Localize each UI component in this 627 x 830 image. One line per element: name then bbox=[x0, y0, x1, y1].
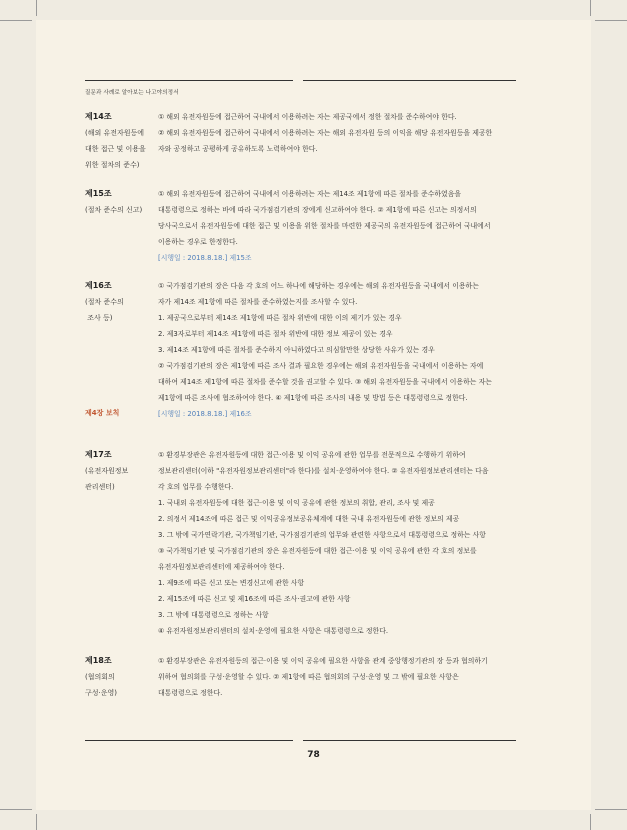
article-caption: 관리센터) bbox=[85, 483, 115, 491]
crop-mark bbox=[590, 0, 591, 16]
article-line: ② 해외 유전자원등에 접근하여 국내에서 이용하려는 자는 해외 유전자원 등의 이익을 해당 유전자원등을 제공한 bbox=[158, 129, 493, 137]
article-line: 1. 국내외 유전자원등에 대한 접근·이용 및 이익 공유에 관한 정보의 취합, 관리, 조사 및 제공 bbox=[158, 499, 435, 507]
running-header: 질문과 사례로 알아보는 나고야의정서 bbox=[85, 90, 179, 96]
article-line: 당사국으로서 유전자원등에 대한 접근 및 이용을 위한 절차를 마련한 제공국의 유전자원등에 접근하여 국내에서 bbox=[158, 222, 491, 230]
crop-mark bbox=[0, 20, 32, 21]
article-number: 제18조 bbox=[85, 656, 112, 665]
enforcement-date: [시행일 : 2018.8.18.] 제16조 bbox=[158, 410, 252, 418]
article-line: 대통령령으로 정하는 바에 따라 국가점검기관의 장에게 신고하여야 한다. ② 제1항에 따른 신고는 의정서의 bbox=[158, 206, 477, 214]
article-line: 위하여 협의회를 구성·운영할 수 있다. ② 제1항에 따른 협의회의 구성·운영 및 그 밖에 필요한 사항은 bbox=[158, 673, 459, 681]
article-line: 이용하는 경우로 한정한다. bbox=[158, 238, 238, 246]
article-caption: 위한 절차의 준수) bbox=[85, 161, 140, 169]
crop-mark bbox=[0, 809, 32, 810]
article-caption: (협의회의 bbox=[85, 673, 115, 681]
chapter-heading: 제4장 보칙 bbox=[85, 409, 120, 417]
crop-mark bbox=[36, 0, 37, 16]
article-caption: 대한 접근 및 이용을 bbox=[85, 145, 146, 153]
article-caption: (해외 유전자원등에 bbox=[85, 129, 145, 137]
article-line: ① 해외 유전자원등에 접근하여 국내에서 이용하려는 자는 제14조 제1항에 따른 절차를 준수하였음을 bbox=[158, 190, 462, 198]
article-line: 3. 그 밖에 국가연락기관, 국가책임기관, 국가점검기관의 업무와 관련한 사항으로서 대통령령으로 정하는 사항 bbox=[158, 531, 486, 539]
article-caption: (절차 준수의 신고) bbox=[85, 206, 143, 214]
article-number: 제17조 bbox=[85, 450, 112, 459]
article-line: 2. 의정서 제14조에 따른 접근 및 이익공유정보공유체계에 대한 국내 유전자원등에 관한 정보의 제공 bbox=[158, 515, 460, 523]
article-caption: 구성·운영) bbox=[85, 689, 118, 697]
page-number: 78 bbox=[307, 750, 320, 760]
article-line: 제1항에 따른 조사에 협조하여야 한다. ④ 제1항에 따른 조사의 내용 및 방법 등은 대통령령으로 정한다. bbox=[158, 394, 468, 402]
article-line: 대하여 제14조 제1항에 따른 절차를 준수할 것을 권고할 수 있다. ③ 해외 유전자원등을 국내에서 이용하는 자는 bbox=[158, 378, 492, 386]
article-line: 자와 공정하고 공평하게 공유하도록 노력하여야 한다. bbox=[158, 145, 318, 153]
article-caption: (절차 준수의 bbox=[85, 298, 124, 306]
article-line: 정보관리센터(이하 "유전자원정보관리센터"라 한다)를 설치·운영하여야 한다. ② 유전자원정보관리센터는 다음 bbox=[158, 467, 489, 475]
footer-rule-right bbox=[303, 740, 516, 741]
article-number: 제15조 bbox=[85, 189, 112, 198]
article-line: ① 국가점검기관의 장은 다음 각 호의 어느 하나에 해당하는 경우에는 해외 유전자원등을 국내에서 이용하는 bbox=[158, 282, 479, 290]
crop-mark bbox=[36, 814, 37, 830]
article-line: ② 국가점검기관의 장은 제1항에 따른 조사 결과 필요한 경우에는 해외 유전자원등을 국내에서 이용하는 자에 bbox=[158, 362, 484, 370]
article-line: 1. 제9조에 따른 신고 또는 변경신고에 관한 사항 bbox=[158, 579, 305, 587]
article-line: ① 환경부장관은 유전자원등에 대한 접근·이용 및 이익 공유에 관한 업무를 전문적으로 수행하기 위하여 bbox=[158, 451, 466, 459]
article-line: 1. 제공국으로부터 제14조 제1항에 따른 절차 위반에 대한 이의 제기가 있는 경우 bbox=[158, 314, 402, 322]
article-number: 제14조 bbox=[85, 112, 112, 121]
article-line: 2. 제15조에 따른 신고 및 제16조에 따른 조사·권고에 관한 사항 bbox=[158, 595, 351, 603]
crop-mark bbox=[595, 20, 627, 21]
article-line: ① 해외 유전자원등에 접근하여 국내에서 이용하려는 자는 제공국에서 정한 절차를 준수하여야 한다. bbox=[158, 113, 457, 121]
article-line: 유전자원정보관리센터에 제공하여야 한다. bbox=[158, 563, 285, 571]
article-line: ③ 국가책임기관 및 국가점검기관의 장은 유전자원등에 대한 접근·이용 및 이익 공유에 관한 각 호의 정보를 bbox=[158, 547, 477, 555]
article-number: 제16조 bbox=[85, 281, 112, 290]
footer-rule-left bbox=[85, 740, 293, 741]
enforcement-date: [시행일 : 2018.8.18.] 제15조 bbox=[158, 254, 252, 262]
article-line: 자가 제14조 제1항에 따른 절차를 준수하였는지를 조사할 수 있다. bbox=[158, 298, 358, 306]
crop-mark bbox=[595, 809, 627, 810]
header-rule-left bbox=[85, 80, 293, 81]
article-line: 2. 제3자로부터 제14조 제1항에 따른 절차 위반에 대한 정보 제공이 있는 경우 bbox=[158, 330, 393, 338]
article-line: 3. 그 밖에 대통령령으로 정하는 사항 bbox=[158, 611, 269, 619]
article-line: 각 호의 업무를 수행한다. bbox=[158, 483, 234, 491]
article-line: 3. 제14조 제1항에 따른 절차를 준수하지 아니하였다고 의심할만한 상당한 사유가 있는 경우 bbox=[158, 346, 435, 354]
crop-mark bbox=[590, 814, 591, 830]
article-line: 대통령령으로 정한다. bbox=[158, 689, 223, 697]
header-rule-right bbox=[303, 80, 516, 81]
article-line: ④ 유전자원정보관리센터의 설치·운영에 필요한 사항은 대통령령으로 정한다. bbox=[158, 627, 389, 635]
article-caption: 조사 등) bbox=[85, 314, 113, 322]
article-caption: (유전자원정보 bbox=[85, 467, 129, 475]
article-line: ① 환경부장관은 유전자원등의 접근·이용 및 이익 공유에 필요한 사항을 관계 중앙행정기관의 장 등과 협의하기 bbox=[158, 657, 488, 665]
